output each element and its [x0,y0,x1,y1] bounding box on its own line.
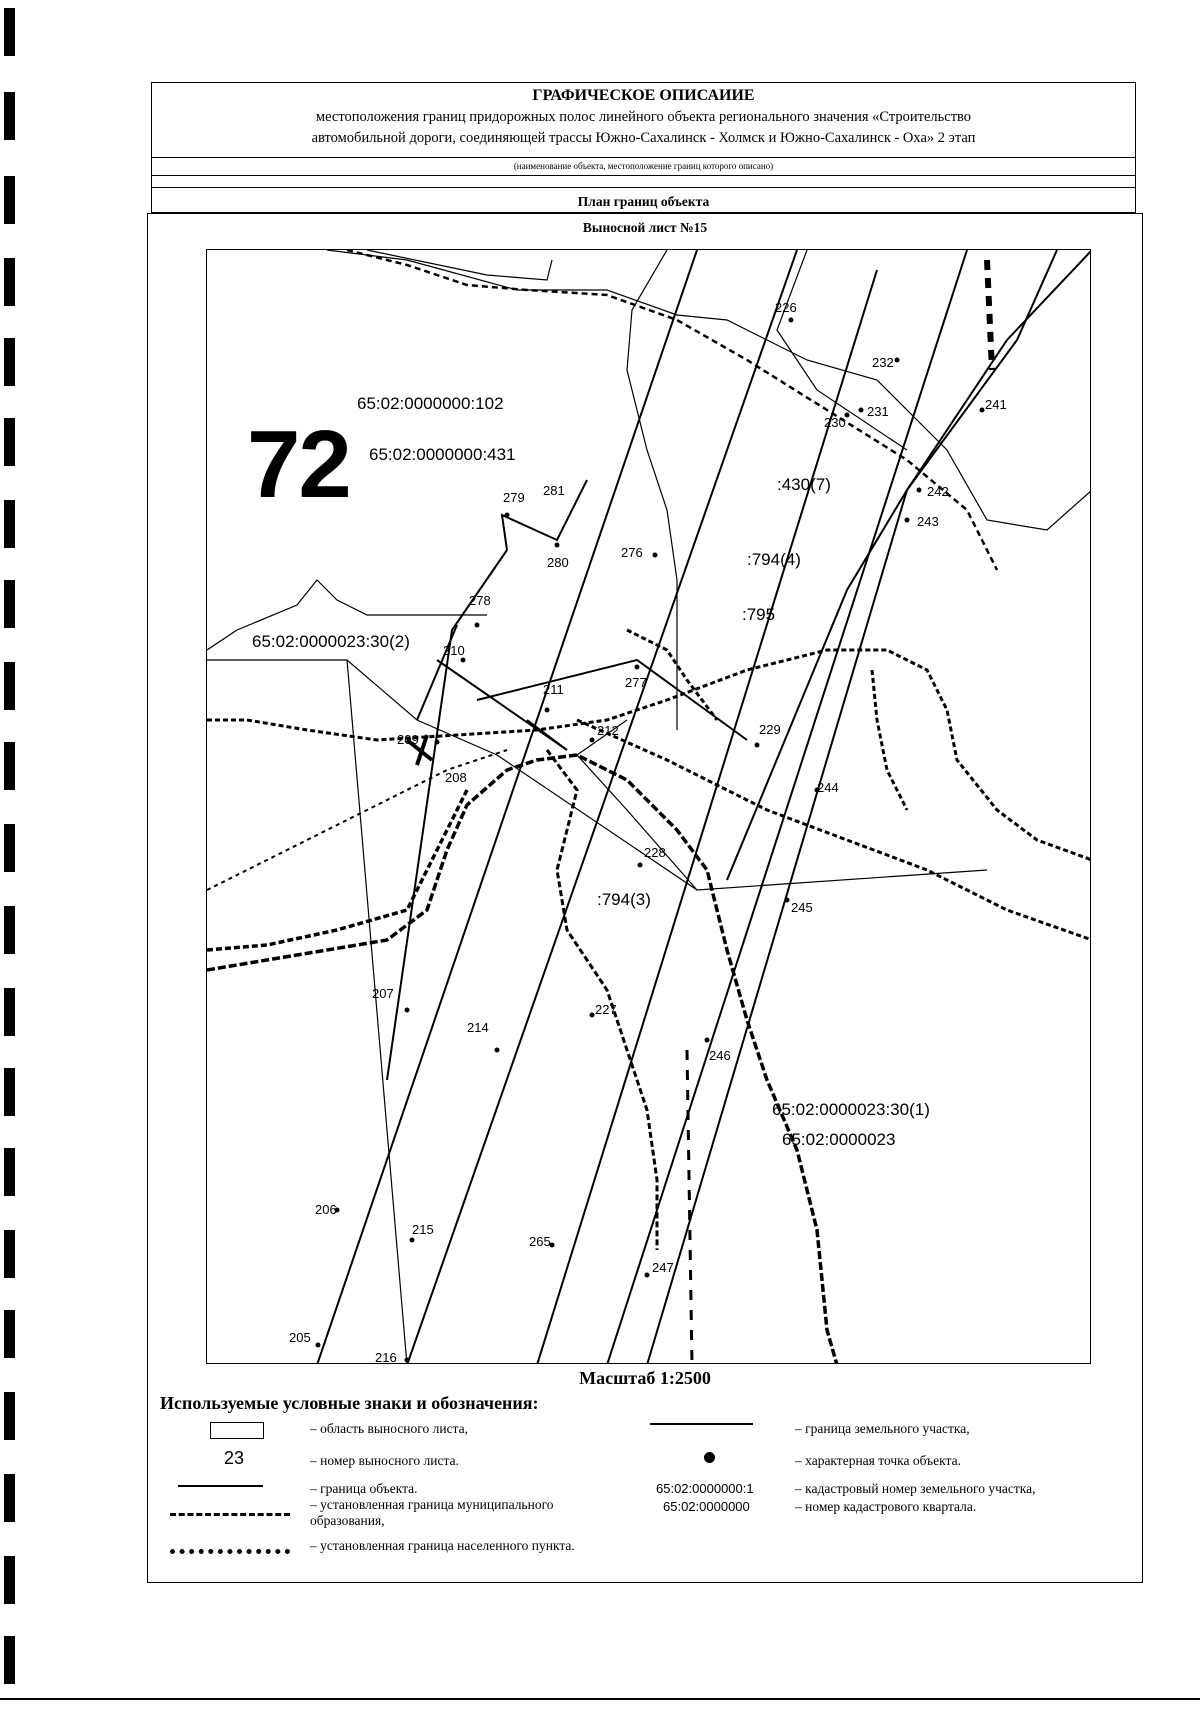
point-label: 208 [445,770,467,785]
object-boundary [607,250,967,1364]
quarter-boundary [687,1050,692,1364]
point-label: 231 [867,404,889,419]
point-label: 277 [625,675,647,690]
municipal-boundary-symbol [170,1513,290,1516]
cadastral-label: 65:02:0000023:30(1) [772,1100,930,1119]
quarter-boundary [987,260,992,370]
point-label: 230 [824,415,846,430]
point-label: 242 [927,484,949,499]
plan-label: План границ объекта [152,187,1135,215]
parcel-boundary-symbol [650,1423,753,1425]
title-block [151,82,1136,213]
point-label: 210 [443,643,465,658]
cadastral-label: :430(7) [777,475,831,494]
point-label: 209 [397,732,419,747]
parcel-boundary [497,755,987,890]
point-label: 228 [644,845,666,860]
point-label: 216 [375,1350,397,1364]
point-label: 265 [529,1234,551,1249]
cadastral-label: 65:02:0000000:102 [357,394,504,413]
cadastral-label: :795 [742,605,776,624]
legend-parcel-boundary: – граница земельного участка, [795,1421,970,1436]
settlement-boundary-symbol [170,1549,290,1554]
binder-strip [0,0,20,1709]
sheet-number-label: Выносной лист №15 [582,220,708,235]
document-subtitle-line1: местоположения границ придорожных полос линейного объекта регионального значения «Строительство [315,109,972,125]
legend-cad-number: – кадастровый номер земельного участка, [795,1481,1036,1496]
point-label: 227 [595,1002,617,1017]
parcel-boundary [627,250,677,730]
point-label: 207 [372,986,394,1001]
cadastral-label: 65:02:0000023 [782,1130,896,1149]
point-label: 246 [709,1048,731,1063]
legend-object-boundary: – граница объекта. [310,1481,418,1496]
point-label: 276 [621,545,643,560]
object-boundary [417,625,457,720]
document-title: ГРАФИЧЕСКОЕ ОПИСАИИЕ [532,87,755,104]
point-label: 279 [503,490,525,505]
cadastral-label: 65:02:0000023:30(2) [252,632,410,651]
cadastral-label: :794(3) [597,890,651,909]
legend-cad-sample-2: 65:02:0000000 [663,1499,750,1514]
object-boundary [647,250,1057,1364]
legend-sheet-number: – номер выносного листа. [310,1453,459,1468]
point-label: 243 [917,514,939,529]
settlement-boundary [577,720,1091,940]
settlement-boundary [872,670,907,810]
cadastral-label: 65:02:0000000:431 [369,445,516,464]
point-label: 281 [543,483,565,498]
legend-title: Используемые условные знаки и обозначения: [160,1393,539,1413]
point-label: 280 [547,555,569,570]
object-name-note: (наименование объекта, местоположение границ которого описано) [152,157,1135,176]
point-label: 211 [543,682,564,697]
characteristic-point-symbol [704,1452,715,1463]
bottom-rule [0,1698,1200,1700]
legend-municipal-boundary: – установленная граница муниципального образования, [310,1497,554,1528]
parcel-boundary [347,660,407,1364]
legend-cad-sample-1: 65:02:0000000:1 [656,1481,754,1496]
map-area [206,249,1091,1364]
point-label: 247 [652,1260,674,1275]
point-label: 214 [467,1020,489,1035]
point-label: 215 [412,1222,434,1237]
legend-point: – характерная точка объекта. [795,1453,961,1468]
legend-quarter-number: – номер кадастрового квартала. [795,1499,977,1514]
parcel-boundary [367,250,552,280]
point-label: 206 [315,1202,337,1217]
sheet-area-symbol [210,1422,264,1439]
point-label: 278 [469,593,491,608]
point-label: 212 [597,723,619,738]
legend-settlement-boundary: – установленная граница населенного пункта. [310,1538,575,1553]
point-label: 226 [775,300,797,315]
parcel-boundary [327,250,1091,530]
object-boundary-symbol [178,1485,263,1487]
document-subtitle-line2: автомобильной дороги, соединяющей трассы Южно-Сахалинск - Холмск и Южно-Сахалинск - Оха» 2 этап [311,130,976,146]
legend-sheet-number-sample: 23 [224,1448,245,1468]
point-label: 232 [872,355,894,370]
settlement-boundary [207,755,837,1364]
point-label: 205 [289,1330,311,1345]
object-boundary [387,550,507,1080]
point-label: 241 [985,397,1007,412]
map-scale: Масштаб 1:2500 [579,1368,711,1388]
cadastral-label: :794(4) [747,550,801,569]
point-label: 244 [817,780,839,795]
settlement-boundary [207,650,1091,860]
legend-sheet-area: – область выносного листа, [310,1421,468,1436]
point-label: 245 [791,900,813,915]
parcel-boundary [207,660,497,755]
point-label: 229 [759,722,781,737]
big-sheet-number: 72 [247,411,350,518]
